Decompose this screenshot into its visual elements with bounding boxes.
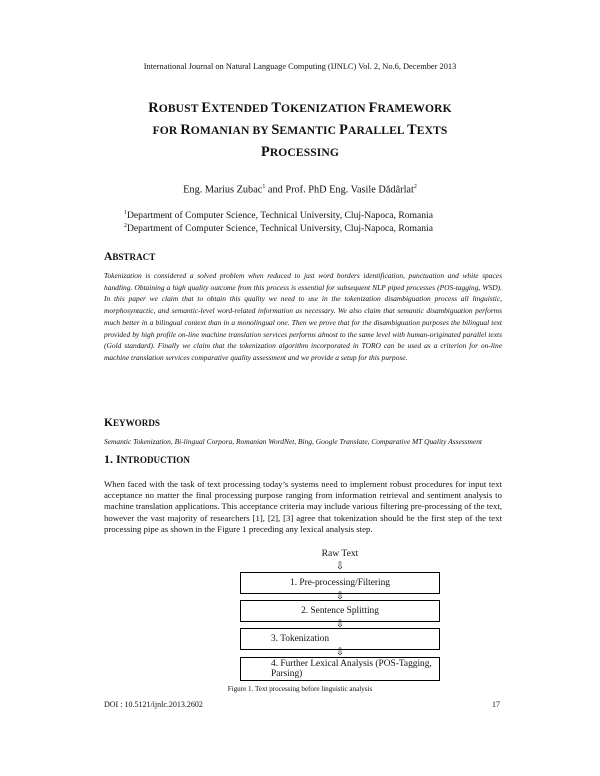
step-3-label: 3. Tokenization: [271, 634, 330, 644]
page-number: 17: [492, 700, 500, 709]
figure-1-diagram: [240, 548, 440, 690]
title-cap: P: [339, 122, 348, 138]
title-smallcaps: FOR: [152, 124, 181, 137]
affiliation-1-text: Department of Computer Science, Technical University, Cluj-Napoca, Romania: [127, 210, 433, 222]
affiliation-1-sup: 1: [124, 210, 127, 216]
title-cap: E: [201, 100, 211, 116]
title-smallcaps: XTENDED: [210, 102, 272, 115]
introduction-text: When faced with the task of text processing today’s systems need to implement robust procedures for input text acceptance no matter the final processing purpose ranging from information retrieval and sentiment analysis to machine translation applications. This acceptance criteria may include various filtering pre-processing of the text, however the vast majority of researchers [1], [2], [3] agree that tokenization should be the first step of the text processing pipe as shown in the Figure 1 preceding any lexical analysis step.: [104, 479, 502, 534]
title-smallcaps: EXTS: [416, 124, 448, 137]
raw-text-label: Raw Text: [321, 548, 359, 559]
abstract-heading: [104, 251, 155, 263]
title-smallcaps: OBUST: [158, 102, 202, 115]
title-cap: R: [180, 122, 191, 138]
keywords-text: Semantic Tokenization, Bi-lingual Corpora, Romanian WordNet, Bing, Google Translate, Comparative MT Quality Assessment: [104, 437, 483, 446]
affiliation-1: [124, 210, 433, 221]
journal-header: International Journal on Natural Language Computing (IJNLC) Vol. 2, No.6, December 2013: [143, 62, 457, 71]
title-smallcaps: OKENIZATION: [280, 102, 369, 115]
down-arrow-icon: ⇩: [335, 647, 345, 658]
introduction-heading-num: 1. I: [104, 452, 121, 466]
title-cap: T: [271, 100, 281, 116]
title-cap: F: [368, 100, 378, 116]
affiliation-2: [124, 223, 433, 234]
keywords-heading-cap: K: [104, 417, 113, 429]
title-smallcaps: RAMEWORK: [377, 102, 452, 115]
abstract-heading-rest: BSTRACT: [112, 252, 156, 262]
doi: DOI : 10.5121/ijnlc.2013.2602: [104, 700, 203, 709]
down-arrow-icon: ⇩: [335, 561, 345, 572]
title-cap: P: [260, 144, 270, 160]
author-connector: and Prof. PhD Eng. Vasile Dădârlat: [265, 184, 414, 196]
title-cap: T: [407, 122, 417, 138]
keywords-heading: [104, 417, 160, 429]
step-2-label: 2. Sentence Splitting: [301, 606, 379, 616]
title-smallcaps: OMANIAN BY: [190, 124, 272, 137]
title-smallcaps: ARALLEL: [347, 124, 408, 137]
step-box-4: [240, 657, 440, 681]
authors: [0, 184, 600, 195]
title-line-2: [0, 122, 600, 139]
figure-caption: Figure 1. Text processing before linguistic analysis: [227, 685, 373, 693]
author-1: Eng. Marius Zubac: [183, 184, 263, 196]
title-line-3: [0, 144, 600, 161]
abstract-text: Tokenization is considered a solved problem when reduced to just word borders identification, punctuation and white spaces handling. Obtaining a high quality outcome from this process is essential for subsequent NLP piped processes (POS-tagging, WSD). In this paper we claim that to obtain this quality we need to use in the tokenization disambiguation process all linguistic, morphosyntactic, and semantic-level word-related information as necessary. We also claim that semantic disambiguation performs much better in a bilingual context than in a monolingual one. Then we prove that for the disambiguation purposes the bilingual text provided by high profile on-line machine translation services performs almost to the same level with human-originated parallel texts (Gold standard). Finally we claim that the tokenization algorithm incorporated in TORO can be used as a criterion for on-line machine translation services comparative quality assessment and we provide a setup for this purpose.: [104, 271, 502, 362]
title-smallcaps: EMANTIC: [279, 124, 340, 137]
author-2-sup: 2: [413, 184, 417, 190]
title-smallcaps: ROCESSING: [269, 146, 340, 159]
affiliation-2-sup: 2: [124, 223, 127, 229]
down-arrow-icon: ⇩: [335, 591, 345, 602]
down-arrow-icon: ⇩: [335, 619, 345, 630]
abstract-heading-cap: A: [104, 251, 113, 263]
affiliation-2-text: Department of Computer Science, Technical University, Cluj-Napoca, Romania: [127, 223, 433, 235]
step-4-label: 4. Further Lexical Analysis (POS-Tagging, Parsing): [271, 659, 432, 679]
title-line-1: [0, 100, 600, 117]
title-cap: S: [271, 122, 280, 138]
title-cap: R: [148, 100, 159, 116]
introduction-heading: [104, 452, 190, 467]
author-1-sup: 1: [262, 184, 266, 190]
keywords-heading-rest: EYWORDS: [112, 418, 160, 428]
introduction-heading-rest: NTRODUCTION: [120, 455, 190, 465]
step-1-label: 1. Pre-processing/Filtering: [290, 578, 390, 588]
